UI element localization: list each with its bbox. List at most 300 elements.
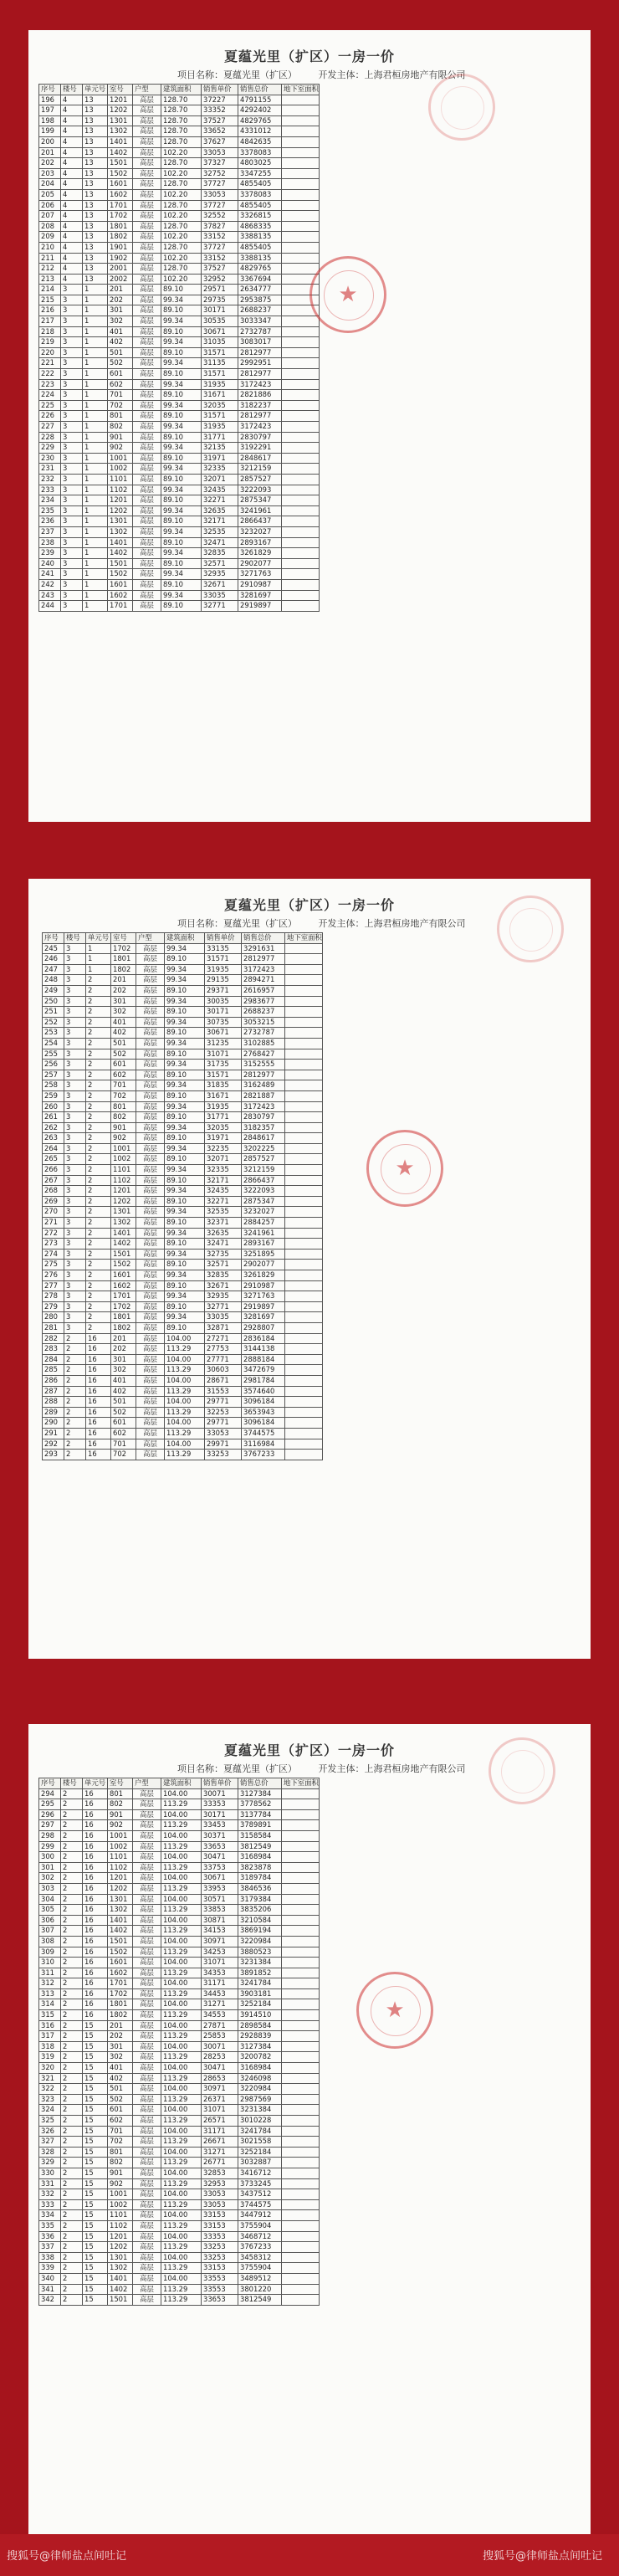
- table-row: [39, 526, 320, 537]
- table-cell: 113.29: [165, 1386, 205, 1397]
- table-cell: 2: [61, 2137, 83, 2148]
- table-cell: 3220984: [238, 1936, 282, 1947]
- table-cell: 高层: [133, 1999, 161, 2010]
- table-cell: 13: [83, 189, 108, 200]
- table-row: [39, 443, 320, 454]
- table-cell: 31771: [205, 1112, 242, 1123]
- table-cell: 3182357: [242, 1122, 285, 1133]
- table-cell: 249: [43, 985, 64, 996]
- column-header: 楼号: [61, 1778, 83, 1789]
- table-row: [39, 537, 320, 548]
- table-cell: 102.20: [161, 189, 202, 200]
- table-cell: 4: [61, 126, 83, 137]
- table-cell: 284: [43, 1354, 64, 1365]
- company-seal-icon: ★: [356, 1972, 433, 2049]
- column-header: 单元号: [83, 85, 108, 95]
- table-cell: 13: [83, 126, 108, 137]
- table-cell: 30871: [202, 1915, 238, 1926]
- table-cell: 高层: [133, 411, 161, 422]
- table-cell: 3767233: [242, 1450, 285, 1460]
- table-cell: 3489512: [238, 2273, 282, 2284]
- table-cell: 113.29: [161, 2031, 202, 2042]
- table-cell: 701: [108, 390, 133, 401]
- table-cell: 285: [43, 1365, 64, 1376]
- table-cell: 261: [43, 1112, 64, 1123]
- table-cell: 高层: [136, 1450, 165, 1460]
- table-cell: 89.10: [161, 495, 202, 506]
- table-cell: 33253: [202, 2252, 238, 2263]
- table-cell: [282, 347, 320, 358]
- table-cell: 高层: [133, 2168, 161, 2178]
- table-cell: 212: [39, 264, 61, 275]
- table-cell: 13: [83, 168, 108, 179]
- table-cell: 27753: [205, 1344, 242, 1355]
- table-cell: 3: [64, 1154, 86, 1165]
- table-cell: 3241784: [238, 1978, 282, 1989]
- table-cell: [285, 1386, 323, 1397]
- table-row: [39, 232, 320, 243]
- table-cell: 802: [108, 2158, 133, 2168]
- table-cell: 28653: [202, 2073, 238, 2084]
- table-cell: 32271: [205, 1196, 242, 1207]
- table-cell: 104.00: [165, 1439, 205, 1450]
- table-cell: 1201: [111, 1186, 136, 1197]
- table-cell: 1: [83, 443, 108, 454]
- table-cell: 32735: [205, 1249, 242, 1260]
- table-cell: 31671: [202, 390, 238, 401]
- table-header-row: [39, 85, 320, 95]
- table-cell: 1202: [111, 1196, 136, 1207]
- developer-name: 开发主体：上海君桓房地产有限公司: [318, 1763, 466, 1774]
- table-cell: 26671: [202, 2137, 238, 2148]
- table-cell: 1201: [108, 1873, 133, 1884]
- table-cell: 3: [61, 295, 83, 305]
- table-cell: 16: [83, 1905, 108, 1916]
- table-cell: 1: [83, 569, 108, 580]
- table-cell: 205: [39, 189, 61, 200]
- table-cell: 4855405: [238, 179, 282, 190]
- table-cell: 301: [39, 1862, 61, 1873]
- table-cell: 高层: [133, 2116, 161, 2127]
- table-row: [39, 242, 320, 253]
- table-row: [39, 168, 320, 179]
- table-row: [39, 337, 320, 348]
- table-cell: 15: [83, 2168, 108, 2178]
- table-cell: 高层: [133, 526, 161, 537]
- table-cell: 3: [61, 516, 83, 527]
- table-cell: 3: [61, 432, 83, 443]
- table-cell: 2884257: [242, 1218, 285, 1229]
- table-cell: 高层: [133, 1820, 161, 1831]
- table-cell: 3: [64, 1218, 86, 1229]
- table-cell: 32935: [202, 569, 238, 580]
- table-cell: 1: [83, 390, 108, 401]
- table-cell: 2: [61, 2147, 83, 2158]
- table-cell: 2688237: [238, 305, 282, 316]
- table-cell: 104.00: [161, 1978, 202, 1989]
- table-cell: 2: [61, 1862, 83, 1873]
- table-cell: 2: [86, 1249, 111, 1260]
- table-cell: 113.29: [161, 2094, 202, 2105]
- table-cell: 99.34: [161, 358, 202, 369]
- column-header: 销售单价: [202, 1778, 238, 1789]
- table-cell: 99.34: [161, 548, 202, 559]
- table-row: [43, 1397, 323, 1408]
- table-cell: 32253: [205, 1407, 242, 1418]
- table-cell: 128.70: [161, 221, 202, 232]
- table-cell: 16: [86, 1439, 111, 1450]
- table-cell: 2: [64, 1375, 86, 1386]
- project-name: 项目名称：夏蕴光里（扩区）: [177, 918, 297, 929]
- table-cell: 3: [64, 1038, 86, 1049]
- table-cell: 31571: [202, 411, 238, 422]
- table-cell: 2: [86, 1101, 111, 1112]
- table-row: [39, 569, 320, 580]
- table-cell: 327: [39, 2137, 61, 2148]
- table-cell: 2981784: [242, 1375, 285, 1386]
- table-cell: 2: [86, 1218, 111, 1229]
- table-cell: 601: [108, 2105, 133, 2116]
- table-cell: 2919897: [238, 601, 282, 612]
- table-cell: 113.29: [161, 1905, 202, 1916]
- table-cell: 1: [83, 537, 108, 548]
- table-cell: [285, 1333, 323, 1344]
- table-cell: 3755904: [238, 2220, 282, 2231]
- table-cell: 高层: [133, 179, 161, 190]
- table-cell: 高层: [133, 2231, 161, 2242]
- table-cell: 1801: [111, 1312, 136, 1323]
- table-cell: 高层: [133, 285, 161, 295]
- table-cell: 272: [43, 1228, 64, 1239]
- table-cell: 104.00: [165, 1354, 205, 1365]
- table-cell: 218: [39, 326, 61, 337]
- table-cell: 高层: [133, 1873, 161, 1884]
- table-cell: 113.29: [161, 2010, 202, 2021]
- table-cell: 113.29: [161, 2284, 202, 2295]
- table-cell: 1: [83, 516, 108, 527]
- table-cell: 4: [61, 232, 83, 243]
- table-cell: 252: [43, 1017, 64, 1028]
- table-cell: 1202: [108, 105, 133, 116]
- table-cell: 128.70: [161, 115, 202, 126]
- table-cell: 1: [83, 358, 108, 369]
- table-cell: 32635: [205, 1228, 242, 1239]
- table-cell: 高层: [136, 1080, 165, 1091]
- table-cell: 2910987: [242, 1280, 285, 1291]
- table-cell: 高层: [133, 1894, 161, 1905]
- table-cell: 高层: [133, 2263, 161, 2274]
- table-cell: 3: [64, 1122, 86, 1133]
- table-cell: 113.29: [165, 1428, 205, 1439]
- table-cell: 31171: [202, 2126, 238, 2137]
- table-cell: 33053: [202, 147, 238, 158]
- table-cell: 高层: [133, 168, 161, 179]
- table-cell: 3835206: [238, 1905, 282, 1916]
- table-cell: 1002: [108, 464, 133, 475]
- table-cell: 37527: [202, 115, 238, 126]
- table-cell: 4: [61, 200, 83, 211]
- table-cell: 113.29: [161, 1968, 202, 1978]
- table-cell: 102.20: [161, 168, 202, 179]
- table-cell: 402: [111, 1386, 136, 1397]
- table-cell: 3326815: [238, 211, 282, 222]
- table-cell: 3172423: [238, 379, 282, 390]
- table-cell: 301: [108, 305, 133, 316]
- table-cell: 206: [39, 200, 61, 211]
- table-cell: 2: [61, 2126, 83, 2137]
- table-cell: 25853: [202, 2031, 238, 2042]
- table-cell: 262: [43, 1122, 64, 1133]
- table-cell: 235: [39, 505, 61, 516]
- table-cell: 283: [43, 1344, 64, 1355]
- table-cell: 336: [39, 2231, 61, 2242]
- table-cell: 32752: [202, 168, 238, 179]
- table-cell: 3903181: [238, 1988, 282, 1999]
- table-cell: 601: [108, 369, 133, 380]
- table-cell: 1: [83, 579, 108, 590]
- table-cell: 32535: [205, 1207, 242, 1218]
- table-cell: 高层: [133, 2020, 161, 2031]
- table-cell: 2: [86, 1312, 111, 1323]
- table-cell: [282, 2094, 320, 2105]
- table-cell: [282, 2199, 320, 2210]
- table-cell: 3212159: [238, 464, 282, 475]
- table-cell: 3: [64, 1070, 86, 1080]
- table-cell: 236: [39, 516, 61, 527]
- table-cell: 高层: [136, 996, 165, 1007]
- table-row: [39, 326, 320, 337]
- table-cell: 37327: [202, 158, 238, 169]
- table-cell: [282, 2105, 320, 2116]
- table-cell: 32953: [202, 2178, 238, 2189]
- developer-name: 开发主体：上海君桓房地产有限公司: [318, 918, 466, 929]
- table-cell: 3744575: [238, 2199, 282, 2210]
- table-cell: 2: [86, 1070, 111, 1080]
- table-row: [39, 2295, 320, 2306]
- table-cell: 高层: [133, 601, 161, 612]
- table-cell: 高层: [133, 316, 161, 327]
- table-cell: 256: [43, 1060, 64, 1070]
- table-cell: 102.20: [161, 147, 202, 158]
- table-cell: 4: [61, 95, 83, 105]
- table-cell: 4855405: [238, 200, 282, 211]
- table-cell: 250: [43, 996, 64, 1007]
- table-cell: 32171: [205, 1175, 242, 1186]
- table-cell: 高层: [136, 1312, 165, 1323]
- table-cell: 2: [86, 975, 111, 986]
- table-cell: 113.29: [165, 1365, 205, 1376]
- table-cell: 113.29: [161, 2158, 202, 2168]
- table-cell: 高层: [133, 326, 161, 337]
- table-row: [43, 1312, 323, 1323]
- table-row: [43, 1365, 323, 1376]
- table-cell: 402: [108, 2073, 133, 2084]
- table-cell: 30171: [202, 305, 238, 316]
- table-cell: 37627: [202, 136, 238, 147]
- table-row: [43, 1090, 323, 1101]
- table-cell: 297: [39, 1820, 61, 1831]
- table-cell: 2: [86, 1028, 111, 1039]
- table-cell: 104.00: [161, 1830, 202, 1841]
- table-cell: 3158584: [238, 1830, 282, 1841]
- table-cell: 16: [86, 1397, 111, 1408]
- table-cell: 3252184: [238, 1999, 282, 2010]
- table-cell: 1302: [111, 1218, 136, 1229]
- table-cell: 3812549: [238, 1841, 282, 1852]
- table-cell: 高层: [133, 369, 161, 380]
- table-row: [39, 2252, 320, 2263]
- table-cell: 308: [39, 1936, 61, 1947]
- table-cell: 16: [83, 1809, 108, 1820]
- table-cell: 4868335: [238, 221, 282, 232]
- table-cell: 340: [39, 2273, 61, 2284]
- table-cell: 2: [86, 1038, 111, 1049]
- table-cell: 16: [83, 1894, 108, 1905]
- column-header: 序号: [39, 85, 61, 95]
- table-cell: 311: [39, 1968, 61, 1978]
- table-cell: 1402: [111, 1239, 136, 1250]
- table-cell: 高层: [133, 2094, 161, 2105]
- table-cell: 2: [61, 1947, 83, 1958]
- table-cell: 13: [83, 232, 108, 243]
- table-cell: 104.00: [161, 1873, 202, 1884]
- table-cell: 33153: [202, 2263, 238, 2274]
- table-cell: 89.10: [165, 1028, 205, 1039]
- table-cell: 128.70: [161, 126, 202, 137]
- table-cell: 30471: [202, 1852, 238, 1863]
- table-row: [39, 2052, 320, 2063]
- table-cell: 15: [83, 2094, 108, 2105]
- table-cell: 13: [83, 200, 108, 211]
- table-cell: [282, 1852, 320, 1863]
- table-cell: 244: [39, 601, 61, 612]
- table-cell: 2: [61, 2105, 83, 2116]
- table-cell: 高层: [133, 2031, 161, 2042]
- table-cell: 3179384: [238, 1894, 282, 1905]
- bottom-banner: [0, 2534, 619, 2576]
- table-cell: 222: [39, 369, 61, 380]
- table-cell: 229: [39, 443, 61, 454]
- table-cell: 801: [111, 1101, 136, 1112]
- table-row: [39, 495, 320, 506]
- table-cell: 高层: [133, 232, 161, 243]
- table-cell: 2830797: [242, 1112, 285, 1123]
- table-cell: 1: [83, 369, 108, 380]
- table-cell: 3: [64, 1080, 86, 1091]
- table-cell: 1802: [108, 2010, 133, 2021]
- table-cell: [285, 1207, 323, 1218]
- column-header: 单元号: [86, 933, 111, 944]
- table-cell: 1502: [108, 1947, 133, 1958]
- table-cell: 31071: [202, 2105, 238, 2116]
- table-cell: [282, 526, 320, 537]
- table-cell: 1502: [108, 569, 133, 580]
- table-cell: [282, 264, 320, 275]
- table-cell: 305: [39, 1905, 61, 1916]
- table-cell: 高层: [133, 2189, 161, 2200]
- table-cell: 282: [43, 1333, 64, 1344]
- table-cell: [285, 1312, 323, 1323]
- table-cell: 1502: [108, 168, 133, 179]
- table-cell: 3172423: [242, 1101, 285, 1112]
- table-row: [39, 2178, 320, 2189]
- table-cell: 333: [39, 2199, 61, 2210]
- table-cell: 3574640: [242, 1386, 285, 1397]
- table-cell: 247: [43, 964, 64, 975]
- column-header: 序号: [43, 933, 64, 944]
- table-cell: 3: [64, 1207, 86, 1218]
- table-cell: 33153: [202, 2210, 238, 2221]
- sheet-title: 夏蕴光里（扩区）一房一价: [223, 49, 395, 64]
- table-cell: 293: [43, 1450, 64, 1460]
- table-cell: 3: [61, 548, 83, 559]
- table-cell: 1: [83, 495, 108, 506]
- table-cell: 104.00: [161, 2273, 202, 2284]
- price-sheet-page-3: [28, 1724, 591, 2576]
- table-cell: 325: [39, 2116, 61, 2127]
- table-cell: 1102: [108, 1862, 133, 1873]
- table-cell: 113.29: [161, 2052, 202, 2063]
- table-cell: 3241961: [238, 505, 282, 516]
- table-cell: 3347255: [238, 168, 282, 179]
- table-cell: 243: [39, 590, 61, 601]
- table-cell: 3: [64, 1028, 86, 1039]
- table-cell: 4791155: [238, 95, 282, 105]
- table-cell: 2: [61, 1936, 83, 1947]
- table-cell: 2: [61, 2189, 83, 2200]
- table-cell: 298: [39, 1830, 61, 1841]
- table-row: [39, 1852, 320, 1863]
- table-cell: 104.00: [161, 2189, 202, 2200]
- table-cell: 2002: [108, 274, 133, 285]
- table-cell: 高层: [136, 1344, 165, 1355]
- column-header: 单元号: [83, 1778, 108, 1789]
- table-cell: 31935: [205, 1101, 242, 1112]
- table-cell: 202: [111, 1344, 136, 1355]
- table-row: [39, 505, 320, 516]
- table-cell: 32535: [202, 526, 238, 537]
- table-cell: 1: [83, 422, 108, 433]
- table-row: [43, 1112, 323, 1123]
- table-cell: 31135: [202, 358, 238, 369]
- table-cell: 1101: [108, 2210, 133, 2221]
- table-cell: 401: [108, 2063, 133, 2074]
- table-cell: 260: [43, 1101, 64, 1112]
- table-cell: 30735: [205, 1017, 242, 1028]
- table-row: [39, 558, 320, 569]
- table-cell: 3: [61, 369, 83, 380]
- table-cell: 2001: [108, 264, 133, 275]
- table-cell: 32952: [202, 274, 238, 285]
- table-cell: [282, 1947, 320, 1958]
- table-cell: 3653943: [242, 1407, 285, 1418]
- table-cell: 32035: [205, 1122, 242, 1133]
- table-cell: 3102885: [242, 1038, 285, 1049]
- table-cell: 2: [86, 1165, 111, 1176]
- table-cell: 1701: [111, 1291, 136, 1302]
- table-cell: 275: [43, 1260, 64, 1270]
- table-cell: [282, 1841, 320, 1852]
- table-cell: 1702: [108, 211, 133, 222]
- table-row: [39, 1988, 320, 1999]
- table-cell: 2: [86, 1301, 111, 1312]
- table-cell: 201: [108, 2020, 133, 2031]
- table-cell: 239: [39, 548, 61, 559]
- table-cell: 278: [43, 1291, 64, 1302]
- table-cell: 高层: [133, 242, 161, 253]
- table-cell: 1602: [108, 590, 133, 601]
- table-cell: 30671: [205, 1028, 242, 1039]
